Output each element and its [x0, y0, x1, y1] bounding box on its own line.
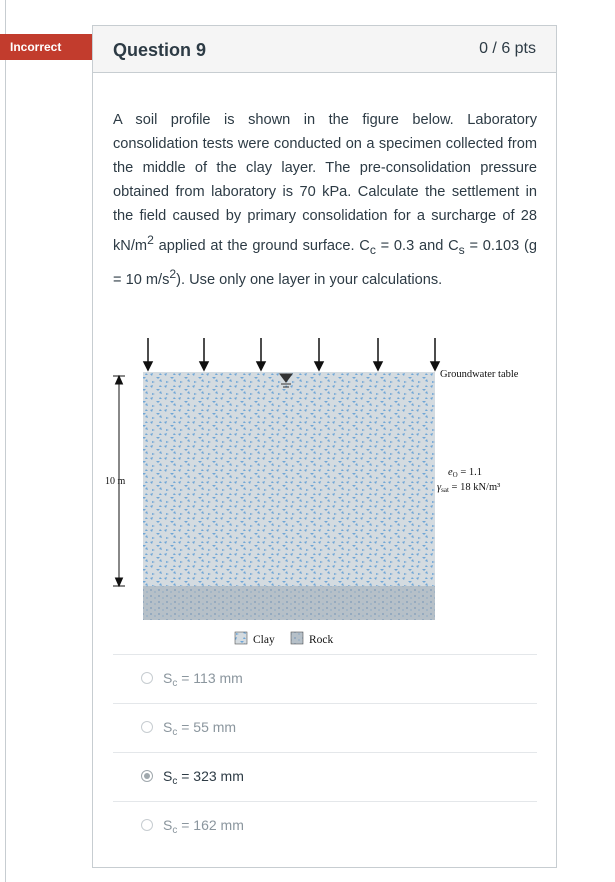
- legend-rock-swatch: [291, 632, 303, 644]
- answer-label: $S_c = 113$ mm: [163, 670, 243, 689]
- question-text-part: ). Use only one layer in your calculations.: [176, 271, 443, 288]
- clay-layer: [143, 372, 435, 586]
- answer-option-4[interactable]: [113, 801, 537, 850]
- question-title: Question 9: [113, 40, 207, 60]
- answer-option-3[interactable]: [113, 752, 537, 801]
- answer-option-1[interactable]: [113, 654, 537, 703]
- answer-label: $S_c = 162$ mm: [163, 817, 244, 836]
- question-text-part: applied at the ground surface. C: [153, 237, 370, 254]
- answer-option-2[interactable]: [113, 703, 537, 752]
- soil-profile-figure: [93, 336, 553, 646]
- legend-clay-swatch: [235, 632, 247, 644]
- superscript: 2: [169, 266, 177, 281]
- question-card: [92, 25, 557, 868]
- left-border: [5, 0, 6, 882]
- subscript: s: [458, 242, 465, 257]
- radio-button[interactable]: [141, 721, 153, 733]
- question-text-part: = 0.103 (g = 10 m/s: [113, 237, 537, 288]
- void-ratio-label: eO = 1.1: [448, 467, 483, 479]
- answer-label: $S_c = 323$ mm: [163, 768, 244, 787]
- legend-clay-label: Clay: [253, 634, 275, 646]
- status-badge: Incorrect: [0, 34, 94, 60]
- question-text-part: A soil profile is shown in the figure below. Laboratory consolidation tests were conducted on a specimen collected from the middle of the clay layer. The pre-consolidation pressure obtained from laboratory is 70 kPa. Calculate the settlement in the field caused by primary consolidation for a surcharge of 28 kN/m: [113, 112, 537, 254]
- question-header: [93, 26, 556, 73]
- answer-list: [113, 654, 537, 850]
- superscript: 2: [147, 233, 154, 247]
- rock-layer: [143, 586, 435, 620]
- radio-button[interactable]: [141, 672, 153, 684]
- legend-rock-label: Rock: [309, 634, 334, 646]
- groundwater-label: Groundwater table: [440, 369, 519, 380]
- question-text-part: = 0.3 and C: [375, 237, 459, 254]
- depth-label: 10 m: [105, 476, 126, 487]
- radio-button[interactable]: [141, 819, 153, 831]
- question-points: 0 / 6 pts: [479, 40, 536, 57]
- unit-weight-label: γsat = 18 kN/m³: [437, 482, 501, 494]
- surcharge-arrows: [144, 338, 439, 370]
- radio-button-selected[interactable]: [141, 770, 153, 782]
- soil-profile-diagram: [93, 336, 553, 646]
- question-text: [113, 108, 537, 292]
- answer-label: $S_c = 55$ mm: [163, 719, 237, 738]
- subscript: c: [369, 242, 376, 257]
